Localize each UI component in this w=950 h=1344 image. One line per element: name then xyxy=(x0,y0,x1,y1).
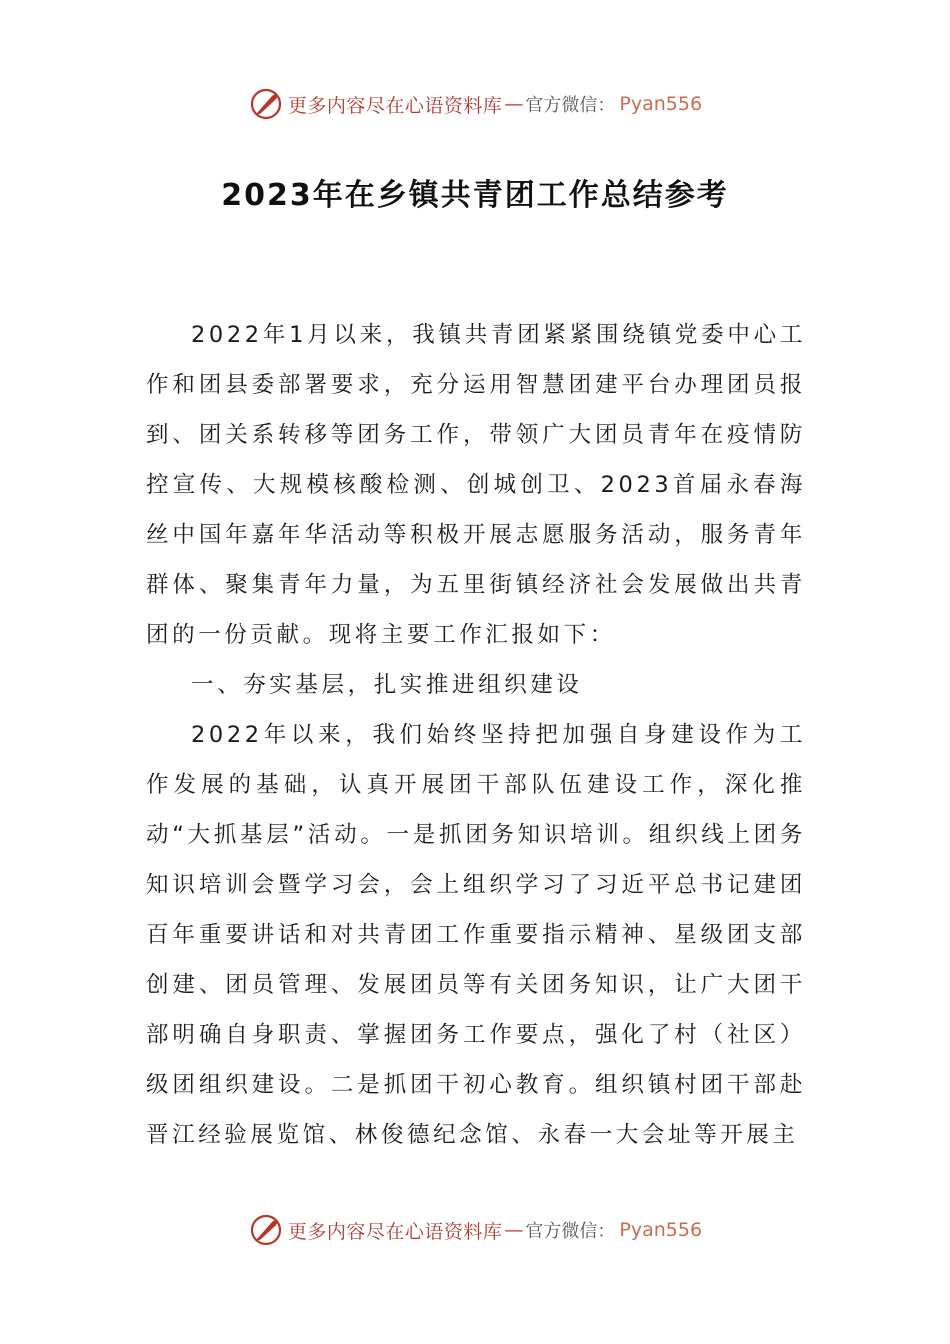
document-body xyxy=(146,310,806,1160)
paragraph-section-1: 2022年以来，我们始终坚持把加强自身建设作为工作发展的基础，认真开展团干部队伍建设工作，深化推动“大抓基层”活动。一是抓团务知识培训。组织线上团务知识培训会暨学习会，会上组织学习了习近平总书记建团百年重要讲话和对共青团工作重要指示精神、星级团支部创建、团员管理、发展团员等有关团务知识，让广大团干部明确自身职责、掌握团务工作要点，强化了村（社区）级团组织建设。二是抓团干初心教育。组织镇村团干部赴晋江经验展览馆、林俊德纪念馆、永春一大会址等开展主 xyxy=(146,722,806,1148)
watermark-footer xyxy=(0,1212,950,1248)
watermark-separator: — xyxy=(504,1219,524,1241)
watermark-wechat-label: 官方微信： xyxy=(525,1221,616,1242)
quill-pen-icon xyxy=(248,86,284,122)
watermark-brand: 更多内容尽在心语资料库 xyxy=(287,94,503,117)
watermark-separator: — xyxy=(504,93,524,115)
watermark-account: Pyan556 xyxy=(619,93,703,115)
watermark-account: Pyan556 xyxy=(619,1219,703,1241)
watermark-brand: 更多内容尽在心语资料库 xyxy=(287,1220,503,1243)
watermark-header xyxy=(0,86,950,122)
quill-pen-icon xyxy=(248,1212,284,1248)
watermark-wechat-label: 官方微信： xyxy=(525,95,616,116)
paragraph-intro: 2022年1月以来，我镇共青团紧紧围绕镇党委中心工作和团县委部署要求，充分运用智慧团建平台办理团员报到、团关系转移等团务工作，带领广大团员青年在疫情防控宣传、大规模核酸检测、创城创卫、2023首届永春海丝中国年嘉年华活动等积极开展志愿服务活动，服务青年群体、聚集青年力量，为五里街镇经济社会发展做出共青团的一份贡献。现将主要工作汇报如下： xyxy=(146,322,806,648)
section-heading-1: 一、夯实基层，扎实推进组织建设 xyxy=(191,672,583,698)
document-title: 2023年在乡镇共青团工作总结参考 xyxy=(221,178,729,213)
